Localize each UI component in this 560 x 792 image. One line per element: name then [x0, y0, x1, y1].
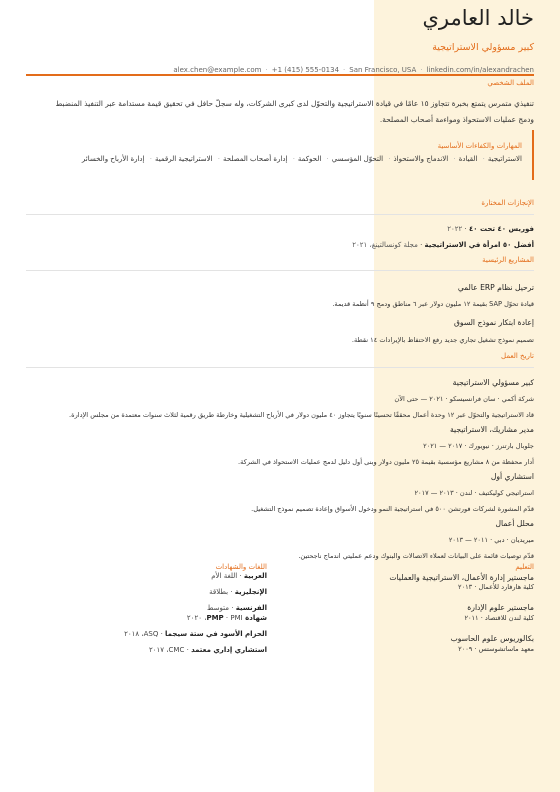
edu-degree: ماجستير علوم الإدارة: [467, 603, 534, 612]
project-desc: قيادة تحوّل SAP بقيمة ١٢ مليون دولار عبر ٦ مناطق ودمج ٩ أنظمة قديمة.: [332, 300, 534, 308]
skill-item: الحوكمة: [297, 155, 322, 163]
achievement-item: أفضل ٥٠ امرأة في الاستراتيجية · مجلة كونسالتينغ، ٢٠٢١: [352, 241, 534, 249]
email-link[interactable]: alex.chen@example.com: [173, 66, 262, 74]
education-heading: التعليم: [515, 563, 534, 571]
phone-text: +1 (415) 555-0134: [271, 66, 340, 74]
edu-school: كلية هارفارد للأعمال · ٢٠١٣: [458, 583, 534, 591]
skill-item: التحوّل المؤسسي: [331, 155, 384, 163]
linkedin-link[interactable]: linkedin.com/in/alexandrachen: [426, 66, 534, 74]
project-desc: تصميم نموذج تشغيل تجاري جديد رفع الاحتفاظ بالإيرادات ١٤ نقطة.: [351, 336, 534, 344]
skill-item: الاندماج والاستحواذ: [393, 155, 449, 163]
achievement-item: فوربس ٤٠ تحت ٤٠ · ٢٠٢٢: [447, 225, 534, 233]
skill-item: الاستراتيجية الرقمية: [154, 155, 213, 163]
job-meta: استراتيجي كوليكتيف · لندن · ٢٠١٣ — ٢٠١٧: [414, 489, 534, 497]
skill-item: القيادة: [458, 155, 478, 163]
job-meta: ميريديان · دبي · ٢٠١١ — ٢٠١٣: [448, 536, 534, 544]
job-desc: قدّم المشورة لشركات فورتشن ٥٠٠ في استراتيجية النمو ودخول الأسواق وإعادة تصميم نموذج التشغيل.: [251, 505, 534, 513]
job-role: كبير مسؤولي الاستراتيجية: [452, 378, 534, 387]
job-role: محلل أعمال: [495, 519, 534, 528]
project-title: إعادة ابتكار نموذج السوق: [454, 318, 534, 327]
achievements-heading: الإنجازات المختارة: [481, 199, 534, 207]
edu-degree: ماجستير إدارة الأعمال، الاستراتيجية والعمليات: [389, 573, 534, 582]
language-item: العربية · اللغة الأم: [211, 572, 267, 580]
project-title: ترحيل نظام ERP عالمي: [457, 283, 534, 292]
skills-list: الاستراتيجية· القيادة· الاندماج والاستحواذ· التحوّل المؤسسي· الحوكمة· إدارة أصحاب المصلحة· الاستراتيجية الرقمية· إدارة الأرباح والخسائر: [81, 155, 522, 163]
profile-text: تنفيذي متمرس يتمتع بخبرة تتجاوز ١٥ عامًا في قيادة الاستراتيجية والتحوّل لدى كبرى الشركات، وله سجلّ حافل في تحقيق قيمة مستدامة عبر التنفيذ المنضبط ودمج عمليات الاستحواذ ومواءمة أصحاب المصلحة.: [55, 99, 534, 124]
job-desc: أدار محفظة من ٨ مشاريع مؤسسية بقيمة ٢٥ مليون دولار وبنى أول دليل لدمج عمليات الاستحواذ في الشركة.: [238, 458, 534, 466]
languages-section: [26, 0, 267, 792]
job-meta: شركة أكمي · سان فرانسيسكو · ٢٠٢١ — حتى الآن: [394, 395, 534, 403]
job-desc: قدّم توصيات قائمة على البيانات لعملاء الاتصالات والبنوك ودعم عمليتي اندماج ناجحتين.: [298, 552, 534, 560]
language-item: الإنجليزية · بطلاقة: [209, 588, 267, 596]
skills-heading: المهارات والكفاءات الأساسية: [437, 142, 522, 150]
job-meta: جلوبال بارتنرز · نيويورك · ٢٠١٧ — ٢٠٢١: [423, 442, 534, 450]
skill-item: الاستراتيجية: [487, 155, 522, 163]
job-role: مدير مشاريك، الاستراتيجية: [449, 425, 534, 434]
edu-school: معهد ماساتشوستس · ٢٠٠٩: [458, 645, 534, 653]
edu-degree: بكالوريوس علوم الحاسوب: [450, 634, 534, 643]
cert-item: شهادة PMP · PMI، ٢٠٢٠: [186, 614, 267, 622]
cert-item: الحزام الأسود في ستة سيجما · ASQ، ٢٠١٨: [124, 630, 267, 638]
candidate-name: خالد العامري: [422, 6, 534, 30]
projects-heading: المشاريع الرئيسية: [482, 256, 534, 264]
job-desc: قاد الاستراتيجية والتحوّل عبر ١٢ وحدة أعمال محققًا تحسينًا سنويًا يتجاوز ٤٠ مليون دولار في الأرباح التشغيلية وخارطة طريق رقمية لثلاث سنوات معتمدة من مجلس الإدارة.: [69, 411, 534, 419]
job-role: استشاري أول: [490, 472, 534, 481]
location-text: San Francisco, USA: [349, 66, 417, 74]
cert-item: استشاري إداري معتمد · CMC، ٢٠١٧: [149, 646, 267, 654]
language-item: الفرنسية · متوسط: [207, 604, 267, 612]
edu-school: كلية لندن للاقتصاد · ٢٠١١: [464, 614, 534, 622]
languages-heading: اللغات والشهادات: [215, 563, 267, 571]
experience-heading: تاريخ العمل: [501, 352, 534, 360]
profile-heading: الملف الشخصي: [487, 79, 534, 87]
skill-item: إدارة الأرباح والخسائر: [81, 155, 145, 163]
contact-line: alex.chen@example.com · +1 (415) 555-0134 · San Francisco, USA · linkedin.com/in/alexandrachen: [173, 66, 534, 74]
skill-item: إدارة أصحاب المصلحة: [223, 155, 288, 163]
candidate-title: كبير مسؤولي الاستراتيجية: [432, 42, 534, 53]
